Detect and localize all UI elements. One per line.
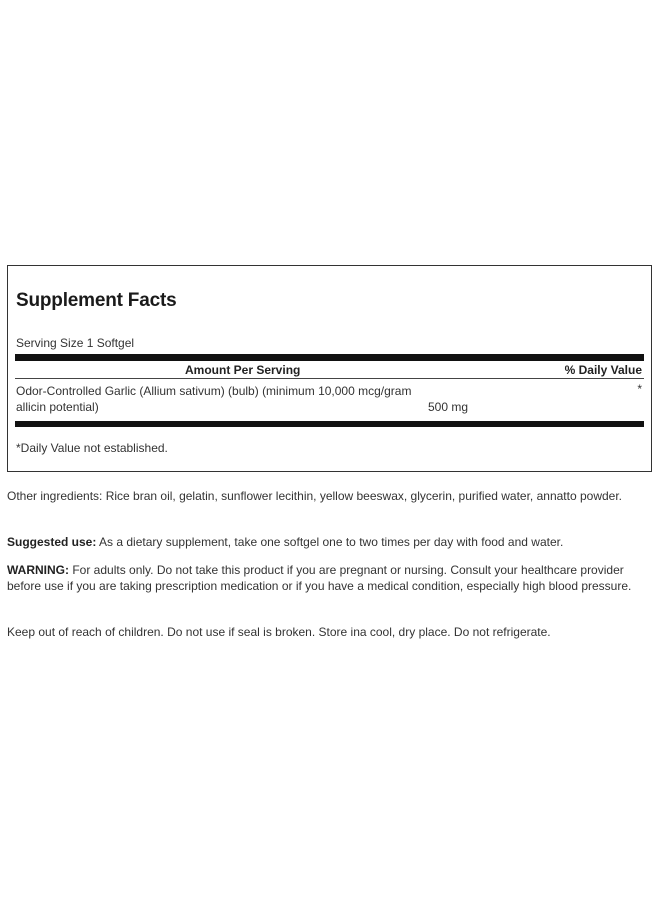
ingredient-amount: 500 mg (428, 400, 469, 414)
supplement-facts-panel (7, 265, 652, 472)
suggested-use-label: Suggested use: (7, 535, 97, 549)
serving-size: Serving Size 1 Softgel (16, 336, 135, 350)
amount-per-serving-header: Amount Per Serving (185, 363, 301, 377)
suggested-use-paragraph (7, 534, 655, 550)
thick-divider-top (15, 354, 644, 361)
thick-divider-bottom (15, 421, 644, 427)
ingredient-name-line2: allicin potential) (16, 400, 99, 414)
daily-value-header: % Daily Value (564, 363, 642, 377)
daily-value-footnote: *Daily Value not established. (16, 441, 168, 455)
thin-divider (15, 378, 644, 379)
ingredient-name-line1: Odor-Controlled Garlic (Allium sativum) (bulb) (minimum 10,000 mcg/gram (16, 384, 412, 398)
warning-text: For adults only. Do not take this product if you are pregnant or nursing. Consult your healthcare provider before use if you are taking prescription medication or if you have a medical condition, especially high blood pressure. (7, 563, 632, 593)
panel-title: Supplement Facts (16, 290, 177, 311)
storage-instructions: Keep out of reach of children. Do not use if seal is broken. Store ina cool, dry place. Do not refrigerate. (7, 625, 551, 639)
suggested-use-text: As a dietary supplement, take one softgel one to two times per day with food and water. (96, 535, 564, 549)
warning-label: WARNING: (7, 563, 69, 577)
ingredient-daily-value: * (637, 382, 642, 396)
other-ingredients-text: Other ingredients: Rice bran oil, gelatin, sunflower lecithin, yellow beeswax, glycerin, purified water, annatto powder. (7, 489, 622, 503)
warning-paragraph (7, 562, 655, 594)
